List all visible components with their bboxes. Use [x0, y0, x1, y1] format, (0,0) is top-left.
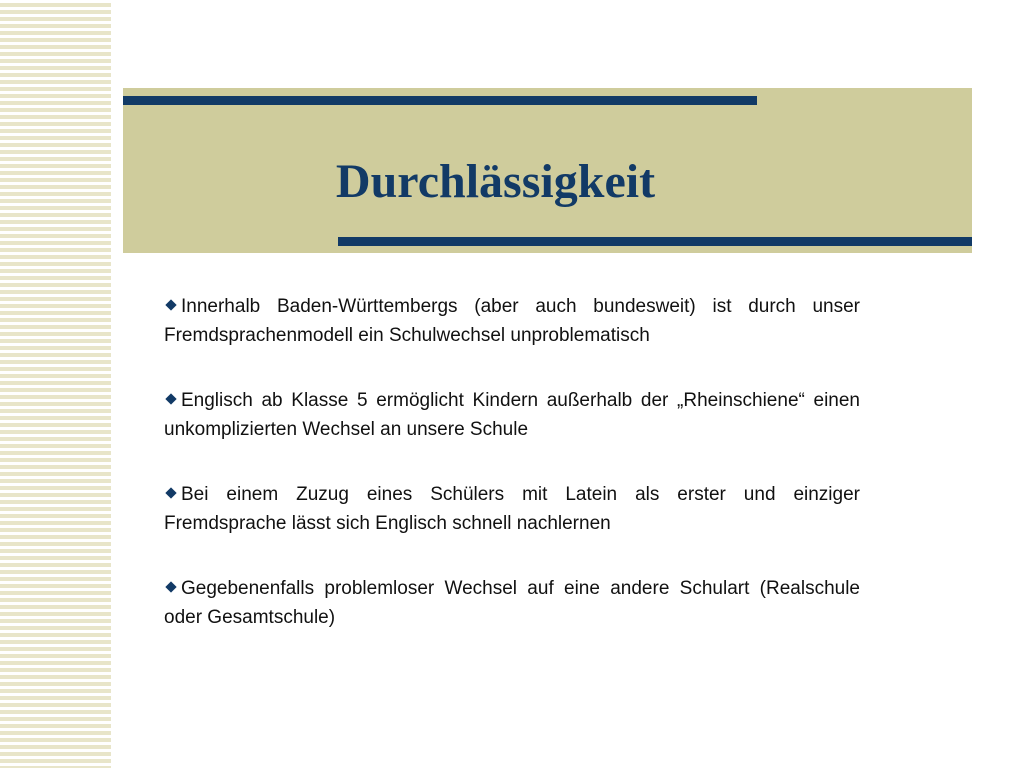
bullet-text: Innerhalb Baden-Württembergs (aber auch bundesweit) ist durch unser Fremdsprachenmodell ein Schulwechsel unproblematisch [164, 296, 860, 346]
title-accent-bar-top [123, 96, 757, 105]
bullet-text: Englisch ab Klasse 5 ermöglicht Kindern außerhalb der „Rheinschiene“ einen unkomplizierten Wechsel an unsere Schule [164, 390, 860, 440]
diamond-bullet-icon [165, 394, 176, 405]
bullet-item [164, 480, 860, 538]
bullet-list [164, 292, 860, 668]
diamond-bullet-icon [165, 300, 176, 311]
bullet-item [164, 386, 860, 444]
bullet-item [164, 292, 860, 350]
diamond-bullet-icon [165, 582, 176, 593]
slide-title: Durchlässigkeit [335, 155, 656, 208]
bullet-item [164, 574, 860, 632]
bullet-text: Bei einem Zuzug eines Schülers mit Latein als erster und einziger Fremdsprache lässt sich Englisch schnell nachlernen [164, 484, 860, 534]
title-accent-bar-bottom [338, 237, 972, 246]
decorative-side-stripes [0, 0, 111, 768]
diamond-bullet-icon [165, 488, 176, 499]
bullet-text: Gegebenenfalls problemloser Wechsel auf eine andere Schulart (Realschule oder Gesamtschule) [164, 578, 860, 628]
